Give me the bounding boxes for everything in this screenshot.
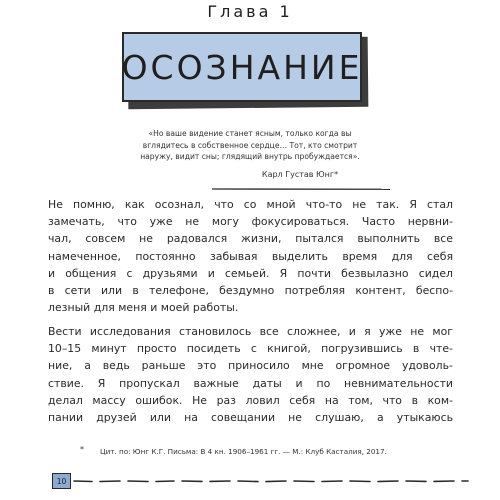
body-line: пании друзей или на совещании не слушаю, а утыкаюсь [48, 411, 453, 425]
body-line: чал, совсем не радовался жизни, пытался выполнить все [48, 232, 453, 246]
body-line: ствие. Я пропускал важные даты и по невнимательности [48, 376, 453, 390]
body-line: намеченное, постоянно забывая выделить время для себя [48, 249, 453, 263]
epigraph-line: вглядитесь в собственное сердце… Тот, кто смотрит [142, 140, 358, 150]
page-divider-dashed [70, 475, 470, 487]
chapter-label: Глава 1 [207, 2, 293, 21]
footnote-text: Цит. по: Юнг К.Г. Письма: В 4 кн. 1906–1961 гг. — М.: Клуб Касталия, 2017. [100, 447, 387, 456]
page-number: 10 [52, 473, 71, 489]
chapter-title-block [122, 32, 368, 110]
body-line: Не помню, как осознал, что со мной что-то не так. Я стал [48, 198, 453, 211]
epigraph-underline [212, 187, 390, 191]
footnote-mark: * [80, 445, 84, 454]
body-line: лезный для меня и моей работы. [48, 301, 239, 315]
chapter-title: ОСОЗНАНИЕ [121, 47, 363, 87]
body-line: делал массу ошибок. Не раз ловил себя на том, что в ком- [48, 393, 453, 407]
body-line: и общения с друзьями и семьей. Я почти безвылазно сидел [48, 266, 453, 280]
title-box [122, 32, 362, 102]
body-paragraph-1 [48, 196, 453, 316]
body-line: замечать, что уже не могу фокусироваться. Часто нервни- [48, 215, 453, 229]
body-line: Вести исследования становилось все сложнее, и я уже не мог [48, 325, 453, 338]
epigraph-line: наружу, видит сны; глядящий внутрь пробуждается». [140, 152, 360, 161]
body-line: в сети или в телефоне, бездумно потребляя контент, беспо- [48, 284, 453, 298]
epigraph [120, 128, 380, 163]
body-paragraph-2 [48, 323, 453, 426]
epigraph-author: Карл Густав Юнг* [261, 170, 339, 179]
epigraph-line: «Но ваше видение станет ясным, только когда вы [148, 129, 352, 138]
body-line: ние, а ведь раньше это приносило мне огромное удоволь- [48, 359, 453, 373]
body-line: 10–15 минут просто посидеть с книгой, погрузившись в чте- [48, 342, 453, 356]
